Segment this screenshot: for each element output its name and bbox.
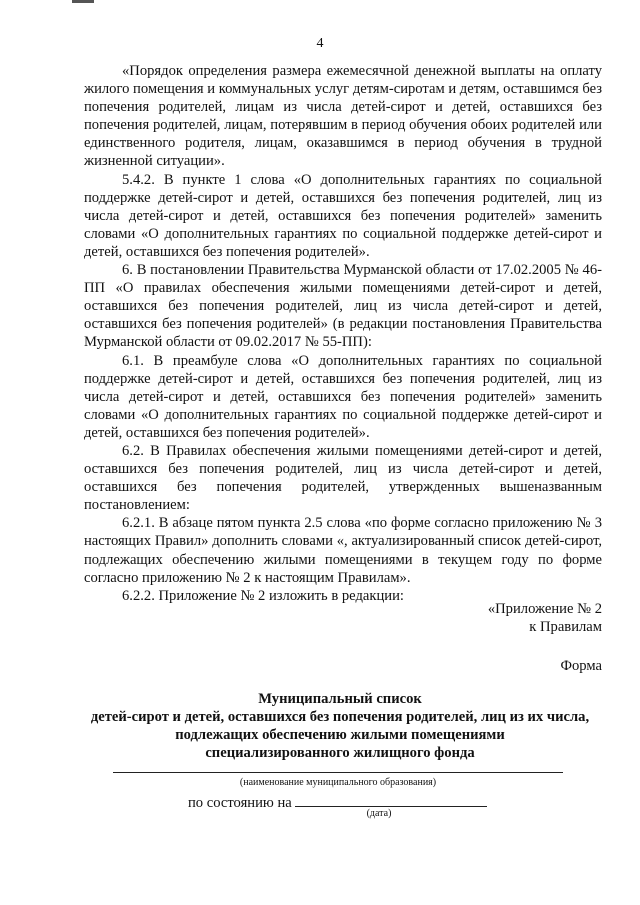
title-line-4: специализированного жилищного фонда xyxy=(205,745,475,761)
paragraph-4: 6.1. В преамбуле слова «О дополнительных гарантиях по социальной поддержке детей-сирот и детей, оставшихся без попечения родителей, лиц из числа детей-сирот и детей, оставшихся без попечения родителей» заменить словами «О дополнительных гарантиях по социальной поддержке детей-сирот и детей, оставшихся без попечения родителей». xyxy=(84,352,602,441)
state-label: по состоянию на xyxy=(188,795,292,811)
paragraph-6: 6.2.1. В абзаце пятом пункта 2.5 слова «по форме согласно приложению № 3 настоящих Правил» дополнить словами «, актуализированный список детей-сирот, подлежащих обеспечению жилыми помещениями в текущем году по форме согласно приложению № 2 к настоящим Правилам». xyxy=(84,515,602,586)
date-underline xyxy=(295,792,487,807)
title-line-2: детей-сирот и детей, оставшихся без попечения родителей, лиц из их числа, xyxy=(90,709,590,725)
scan-artifact xyxy=(72,0,94,3)
title-line-3: подлежащих обеспечению жилыми помещениями xyxy=(175,727,505,743)
form-label: Форма xyxy=(560,658,602,674)
body-text xyxy=(84,62,602,605)
municipality-caption: (наименование муниципального образования) xyxy=(239,777,437,788)
paragraph-1: «Порядок определения размера ежемесячной денежной выплаты на оплату жилого помещения и коммунальных услуг детям-сиротам и детям, оставшимся без попечения родителей, лицам из числа детей-сирот и детей, оставшихся без попечения родителей, лицам, потерявшим в период обучения обоих родителей или единственного родителя, лицам, оказавшимся в период обучения в трудной жизненной ситуации». xyxy=(84,63,602,170)
paragraph-3: 6. В постановлении Правительства Мурманской области от 17.02.2005 № 46-ПП «О правилах обеспечения жилыми помещениями детей-сирот и детей, оставшихся без попечения родителей, лиц из числа детей-сирот и детей, оставшихся без попечения родителей» (в редакции постановления Правительства Мурманской области от 09.02.2017 № 55-ПП): xyxy=(84,262,602,351)
appendix-line-2: к Правилам xyxy=(529,619,602,635)
page-number: 4 xyxy=(316,36,324,51)
list-title xyxy=(60,690,620,762)
title-line-1: Муниципальный список xyxy=(258,691,422,707)
date-caption: (дата) xyxy=(366,808,392,819)
municipality-underline xyxy=(113,772,563,773)
paragraph-7: 6.2.2. Приложение № 2 изложить в редакции: xyxy=(122,587,404,604)
appendix-reference xyxy=(488,600,602,636)
paragraph-5: 6.2. В Правилах обеспечения жилыми помещениями детей-сирот и детей, оставшихся без попечения родителей, лиц из числа детей-сирот и детей, оставшихся без попечения родителей, утвержденных вышеназванным постановлением: xyxy=(84,442,602,514)
paragraph-2: 5.4.2. В пункте 1 слова «О дополнительных гарантиях по социальной поддержке детей-сирот и детей, оставшихся без попечения родителей, лиц из числа детей-сирот и детей, оставшихся без попечения родителей» заменить словами «О дополнительных гарантиях по социальной поддержке детей-сирот и детей, оставшихся без попечения родителей». xyxy=(84,171,602,260)
appendix-line-1: «Приложение № 2 xyxy=(487,601,602,617)
